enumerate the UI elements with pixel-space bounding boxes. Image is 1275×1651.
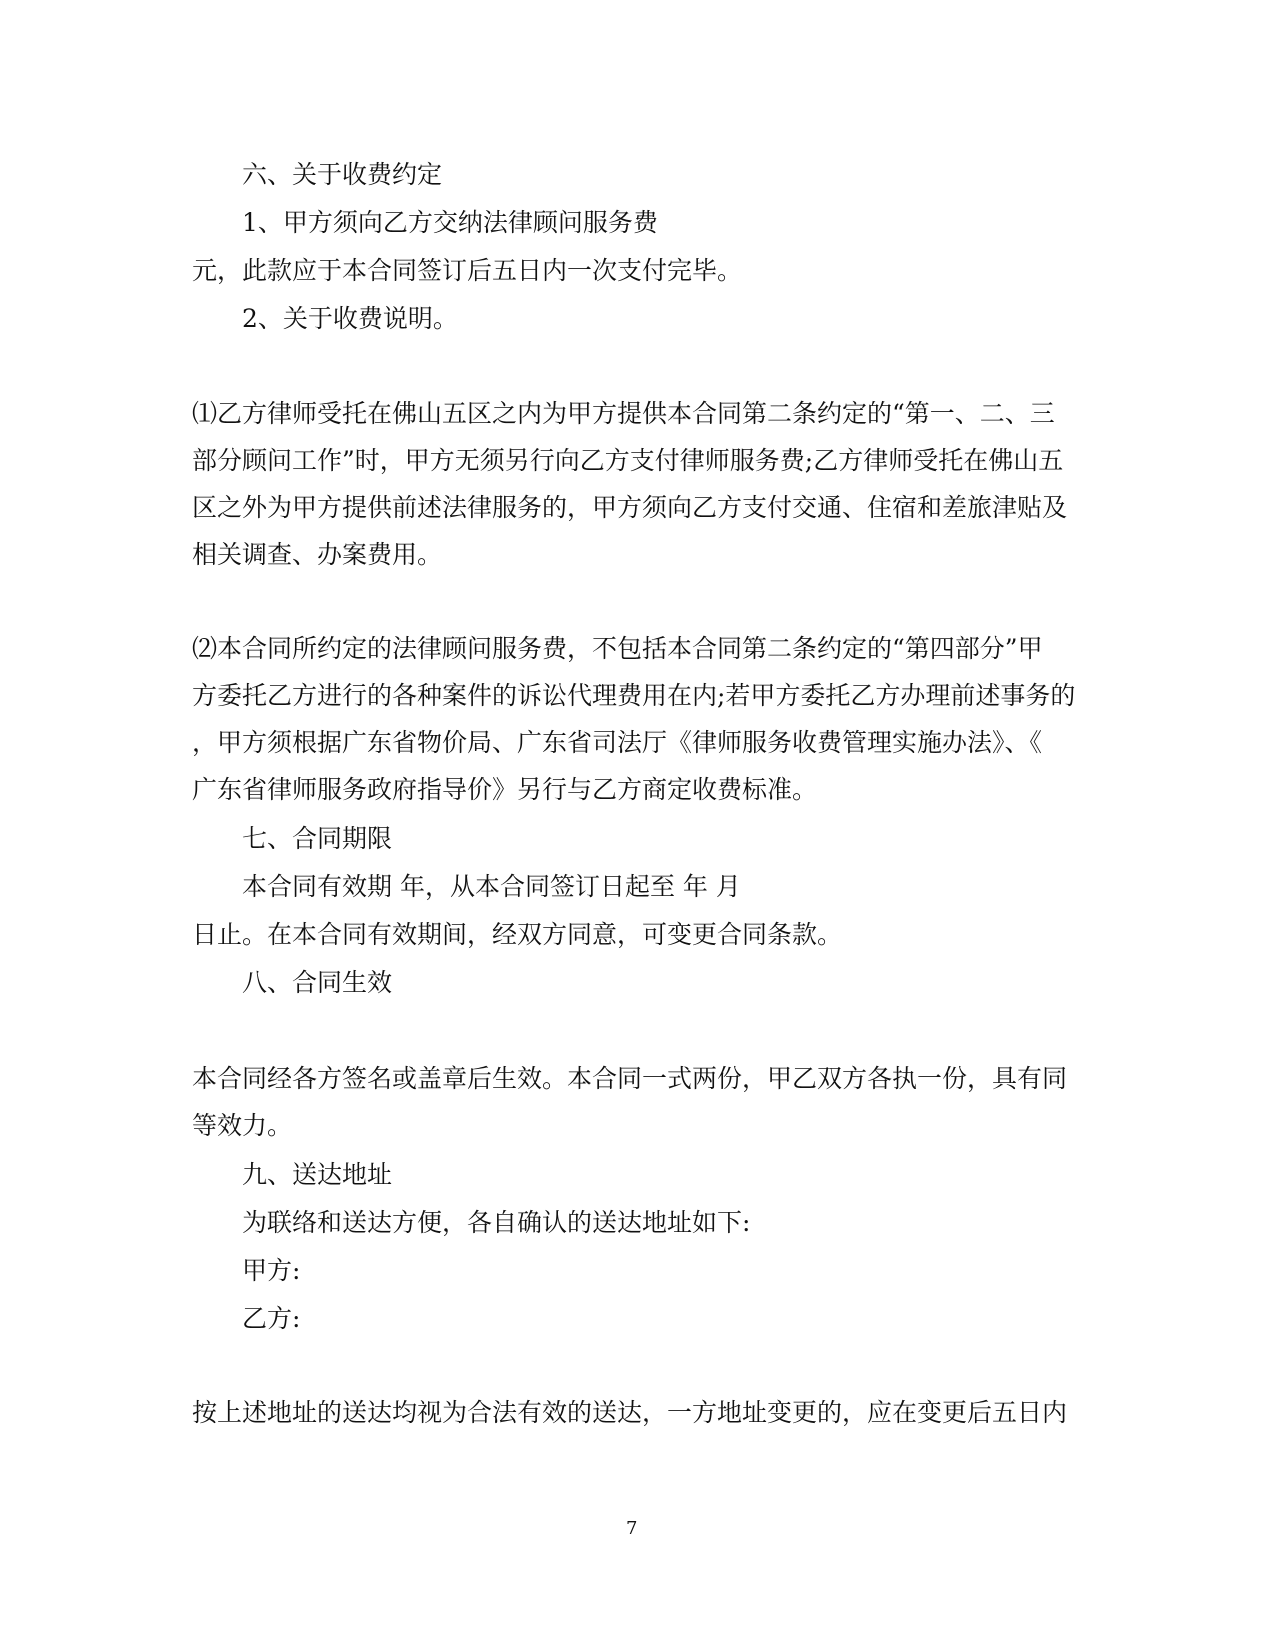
page-number: 7	[626, 1518, 638, 1539]
party-b-address: 乙方:	[242, 1304, 301, 1333]
clause-9-intro: 为联络和送达方便，各自确认的送达地址如下:	[242, 1208, 751, 1237]
section-7-heading: 七、合同期限	[242, 824, 393, 853]
section-8-heading: 八、合同生效	[242, 968, 393, 997]
clause-7-text: 本合同有效期 年，从本合同签订日起至 年 月	[242, 872, 741, 901]
clause-6-2: 2、关于收费说明。	[242, 304, 458, 333]
clause-6-1: 1、甲方须向乙方交纳法律顾问服务费	[242, 208, 658, 237]
section-9-heading: 九、送达地址	[242, 1160, 393, 1189]
paragraph-6-2-1-line-1: ⑴乙方律师受托在佛山五区之内为甲方提供本合同第二条约定的“第一、二、三	[192, 399, 1055, 428]
party-a-address: 甲方:	[242, 1256, 301, 1285]
paragraph-6-2-1-line-4: 相关调查、办案费用。	[192, 540, 443, 569]
paragraph-6-2-1-line-2: 部分顾问工作”时，甲方无须另行向乙方支付律师服务费;乙方律师受托在佛山五	[192, 446, 1064, 475]
clause-7-text-continued: 日止。在本合同有效期间，经双方同意，可变更合同条款。	[192, 920, 843, 949]
paragraph-6-2-2-line-4: 广东省律师服务政府指导价》另行与乙方商定收费标准。	[192, 775, 818, 804]
section-6-heading: 六、关于收费约定	[242, 160, 443, 189]
paragraph-6-2-2-line-2: 方委托乙方进行的各种案件的诉讼代理费用在内;若甲方委托乙方办理前述事务的	[192, 681, 1076, 710]
paragraph-6-2-2-line-3: ，甲方须根据广东省物价局、广东省司法厅《律师服务收费管理实施办法》、《	[192, 728, 1043, 757]
paragraph-8-line-1: 本合同经各方签名或盖章后生效。本合同一式两份，甲乙双方各执一份，具有同	[192, 1064, 1068, 1093]
clause-6-1-continued: 元，此款应于本合同签订后五日内一次支付完毕。	[192, 256, 743, 285]
paragraph-9-line-1: 按上述地址的送达均视为合法有效的送达，一方地址变更的，应在变更后五日内	[192, 1398, 1068, 1427]
paragraph-6-2-2-line-1: ⑵本合同所约定的法律顾问服务费，不包括本合同第二条约定的“第四部分”甲	[192, 634, 1043, 663]
paragraph-6-2-1-line-3: 区之外为甲方提供前述法律服务的，甲方须向乙方支付交通、住宿和差旅津贴及	[192, 493, 1068, 522]
paragraph-8-line-2: 等效力。	[192, 1111, 293, 1140]
